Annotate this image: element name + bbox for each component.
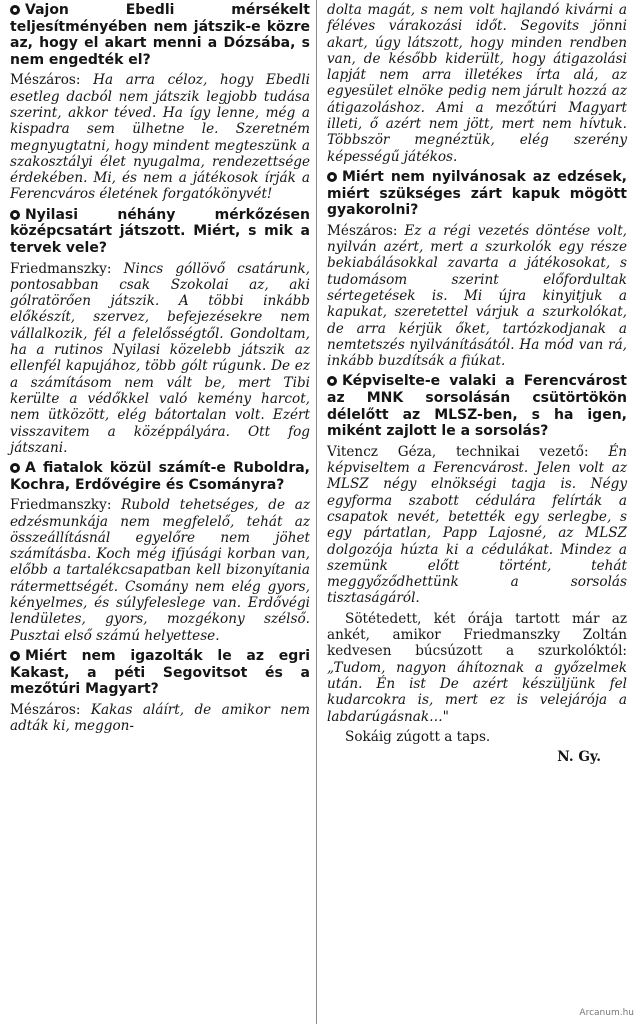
bullet-icon xyxy=(10,210,20,220)
closing-paragraph: Sötétedett, két órája tartott már az ankét, amikor Friedmanszky Zoltán kedvesen búcsúzott a szurkolóktól: „Tudom, nagyon áhítoznak a győzelmek után. Én ist De azért készüljünk fel kudarcokra is, mert ez is velejárója a labdarúgásnak…" xyxy=(327,610,627,725)
bullet-icon xyxy=(327,172,337,182)
speaker: Mészáros: xyxy=(327,222,398,239)
answer-text: Kakas aláírt, de amikor nem adták ki, meggon- xyxy=(10,701,310,735)
speaker: Mészáros: xyxy=(10,701,81,718)
answer-text: Rubold tehetséges, de az edzésmunkája nem megfelelő, tehát az összeállításnál egyelőre nem jöhet számításba. Koch még ifjúsági korban van, előbb a tartalékcsapatban kell bizonyítania rátermettségét. Csomány nem elég gyors, kényelmes, és súlyfeleslege van. Erdővégi lendületes, gyors, mozgékony szélső. Pusztai első számú helyettese. xyxy=(10,497,310,644)
answer-3 xyxy=(10,497,310,644)
speaker: Vitencz Géza, technikai vezető: xyxy=(327,443,589,460)
bullet-icon xyxy=(10,5,20,15)
bullet-icon xyxy=(327,376,337,386)
applause-line: Sokáig zúgott a taps. xyxy=(345,728,491,745)
question-6: Képviselte-e valaki a Ferencvárost az MNK sorsolásán csütörtökön délelőtt az MLSZ-ben, s ha igen, miként zajlott le a sorsolás? xyxy=(327,373,627,440)
answer-text: Én képviseltem a Ferencvárost. Jelen volt az MLSZ négy elnökségi tagja is. Négy egyforma szabott cédulára felírták a csapatok nevét, betették egy serlegbe, s egy pártatlan, Papp Lajosné, az MLSZ dolgozója húzta ki a cédulákat. Mindez a szemünk előtt történt, tehát meggyőződhettünk a sorsolás tisztaságáról. xyxy=(327,443,627,607)
answer-4 xyxy=(10,702,310,735)
answer-2 xyxy=(10,261,310,457)
watermark: Arcanum.hu xyxy=(579,1008,634,1018)
answer-1 xyxy=(10,72,310,202)
answer-text: Ez a régi vezetés döntése volt, nyilván azért, mert a szurkolók egy része bekiabálásokkal zavarta a játékosokat, s tudomásom szerint előfordultak sértegetések is. Mi újra kinyitjuk a kapukat, szeretettel várjuk a szurkolókat, de arra kérjük őket, tartózkodjanak a nemtetszés nyilvánításától. Ha mód van rá, inkább buzdítsák a fiúkat. xyxy=(327,222,628,370)
question-3: A fiatalok közül számít-e Ruboldra, Kochra, Erdővégire és Csományra? xyxy=(10,460,310,493)
speaker: Friedmanszky: xyxy=(10,260,112,277)
column-divider xyxy=(316,0,317,1024)
bullet-icon xyxy=(10,651,20,661)
question-4: Miért nem igazolták le az egri Kakast, a péti Segovitsot és a mezőtúri Magyart? xyxy=(10,647,310,698)
answer-4-continuation: dolta magát, s nem volt hajlandó kivárni a féléves várakozási időt. Segovits jönni akart, úgy látszott, hogy minden rendben van, de később kiderült, hogy átigazolási lapját nem arra illetékes írta alá, az egyesület elnöke pedig nem járult hozzá az átigazoláshoz. Ami a mezőtúri Magyart illeti, ő azért nem jött, mert nem hívtuk. Többször megnéztük, elég szerény képességű játékos. xyxy=(327,2,627,165)
answer-text: Ha arra céloz, hogy Ebedli esetleg dacból nem játszik legjobb tudása szerint, akkor téved. Ha így lenne, még a kispadra sem ülhetne le. Szeretném megnyugtatni, hogy mindent megteszünk a szakosztályi élet nyugalma, rendezettsége érdekében. Mi, és nem a játékosok írják a Ferencváros életének forgatókönyvét! xyxy=(10,72,310,203)
speaker: Mészáros: xyxy=(10,72,81,89)
answer-5 xyxy=(327,223,627,370)
question-2: Nyilasi néhány mérkőzésen középcsatárt játszott. Miért, s mik a tervek vele? xyxy=(10,206,310,256)
right-column xyxy=(327,2,627,765)
closing-quote: „Tudom, nagyon áhítoznak a győzelmek után. Én ist De azért készüljünk fel kudarcokra is, mert ez is velejárója a labdarúgásnak…" xyxy=(327,659,627,725)
question-5: Miért nem nyilvánosak az edzések, miért szükséges zárt kapuk mögött gyakorolni? xyxy=(327,168,627,219)
answer-6 xyxy=(327,444,627,607)
answer-text: Nincs góllövő csatárunk, pontosabban csak Szokolai az, aki gólratörően játszik. A többi inkább előkészít, szervez, befejezésekre nem vállalkozik, fél a felelősségtől. Gondoltam, ha a rutinos Nyilasi közelebb játszik az ellenfél kapujához, több gólt rúgunk. De ez a számításom nem vált be, mert Tibi kerülte a védőkkel való kemény harcot, nem ütközött, elég bátortalan volt. Ezért visszavitem a középpályára. Ott fog játszani. xyxy=(10,260,311,456)
speaker: Friedmanszky: xyxy=(10,497,112,514)
author-signature: N. Gy. xyxy=(557,749,601,766)
left-column xyxy=(10,2,310,738)
bullet-icon xyxy=(10,463,20,473)
question-1: Vajon Ebedli mérsékelt teljesítményében nem játszik-e közre az, hogy el akart menni a Dózsába, s nem engedték el? xyxy=(10,2,310,68)
